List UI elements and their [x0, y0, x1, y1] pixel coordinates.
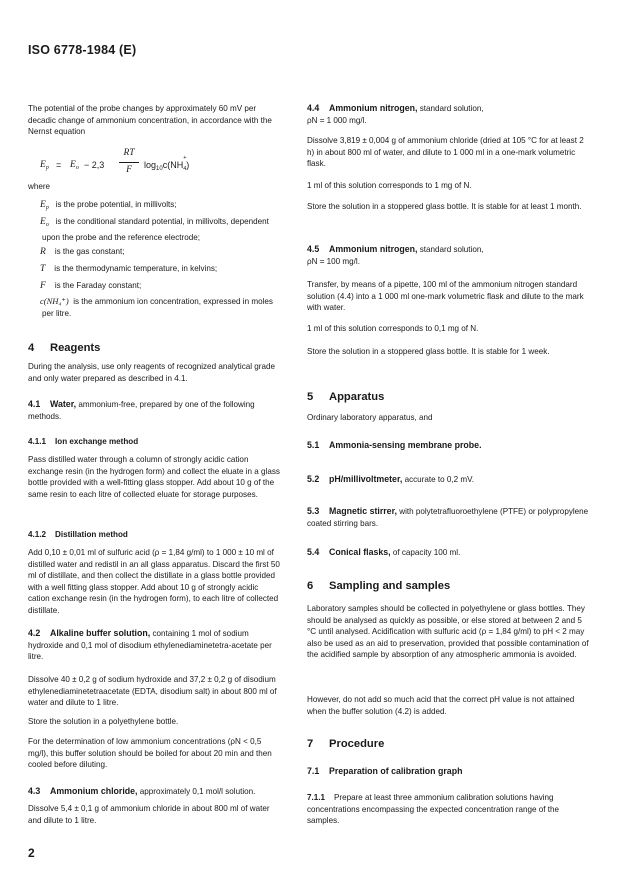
section-4-1-1-heading: 4.1.1 Ion exchange method: [28, 437, 139, 446]
section-4-3: 4.3 Ammonium chloride, approximately 0,1 mol/l solution.: [28, 786, 256, 796]
section-4-1-1-text: Pass distilled water through a column of strongly acidic cation exchange resin (in the hydrogen form) and collect the eluate in a glass bottle provided with a well-fitting glass stopper. Add about 10 g of the same resin to each litre of collected eluate for storage purposes.: [28, 455, 280, 499]
def-t: T is the thermodynamic temperature, in kelvins;: [40, 264, 218, 274]
section-7-1-heading: 7.1 Preparation of calibration graph: [307, 766, 463, 776]
section-4-1-2-heading: 4.1.2 Distillation method: [28, 530, 128, 539]
section-4-4-text-1: Dissolve 3,819 ± 0,004 g of ammonium chloride (dried at 105 °C for at least 2 h) in about 800 ml of water, and dilute to 1 000 ml in a one-mark volumetric flask.: [307, 136, 584, 169]
section-4-4-text-3: Store the solution in a stoppered glass bottle. It is stable for at least 1 month.: [307, 202, 582, 211]
def-ep: $E_p$ is the probe potential, in millivolts;: [40, 200, 177, 211]
section-4-5-text-3: Store the solution in a stoppered glass bottle. It is stable for 1 week.: [307, 347, 550, 356]
section-4-2-text-2: Store the solution in a polyethylene bottle.: [28, 717, 179, 726]
intro-paragraph: The potential of the probe changes by approximately 60 mV per decadic change of ammonium concentration, in accordance with the Nernst equation: [28, 104, 272, 137]
section-5-2: 5.2 pH/millivoltmeter, accurate to 0,2 mV.: [307, 474, 475, 484]
section-6-heading: 6 Sampling and samples: [307, 580, 451, 592]
section-4-2: 4.2 Alkaline buffer solution, containing 1 mol of sodium hydroxide and 0,1 mol of disodium ethylenediaminetetra-acetate per litre.: [28, 628, 272, 662]
def-e0: $E_o$ is the conditional standard potential, in millivolts, dependent upon the probe and the reference electrode;: [40, 217, 269, 242]
section-4-5-text-1: Transfer, by means of a pipette, 100 ml of the ammonium nitrogen standard solution (4.4) into a 1 000 ml one-mark volumetric flask and dilute to the mark with water.: [307, 280, 584, 313]
section-4-5: 4.5 Ammonium nitrogen, standard solution, ρN = 100 mg/l.: [307, 244, 484, 266]
section-6-text-2: However, do not add so much acid that the correct pH value is not attained when the buffer solution (4.2) is added.: [307, 695, 575, 716]
section-4-1: 4.1 Water, ammonium-free, prepared by one of the following methods.: [28, 399, 255, 421]
eq-lhs: $E_p$: [40, 160, 49, 171]
section-4-5-text-2: 1 ml of this solution corresponds to 0,1 mg of N.: [307, 324, 479, 333]
eq-denominator: F: [126, 165, 132, 175]
document-header: ISO 6778-1984 (E): [28, 43, 137, 57]
where-label: where: [28, 182, 51, 191]
eq-e0: $E_o$: [70, 160, 79, 171]
section-5-text: Ordinary laboratory apparatus, and: [307, 413, 433, 422]
section-4-2-text-1: Dissolve 40 ± 0,2 g of sodium hydroxide and 37,2 ± 0,2 g of disodium ethylenediaminetetraacetate (EDTA, disodium salt) in about 800 ml of water and dilute to 1 litre.: [28, 675, 277, 708]
section-4-3-text: Dissolve 5,4 ± 0,1 g of ammonium chloride in about 800 ml of water and dilute to 1 litre.: [28, 804, 270, 825]
section-5-1: 5.1 Ammonia-sensing membrane probe.: [307, 440, 482, 450]
def-f: F is the Faraday constant;: [40, 281, 142, 291]
section-7-1-1: 7.1.1 Prepare at least three ammonium calibration solutions having concentrations encompassing the expected concentration range of the samples.: [307, 793, 559, 826]
eq-equals: =: [56, 160, 62, 170]
section-4-4-text-2: 1 ml of this solution corresponds to 1 mg of N.: [307, 181, 472, 190]
eq-log: $\log_{10}c(NH$ + $_4$): [144, 155, 190, 172]
page-number: 2: [28, 846, 35, 860]
section-6-text-1: Laboratory samples should be collected in polyethylene or glass bottles. They should be analysed as quickly as possible, or else stored at between 2 and 5 °C until analysed. Acidification with sulfuric acid (ρ = 1,84 g/ml) to pH < 2 may also be used as an aid to preservation, provided that possible contamination of the acidified sample by absorption of any atmospheric ammonia is avoided.: [307, 604, 589, 660]
def-c: c(NH₄⁺) is the ammonium ion concentration, expressed in moles per litre.: [40, 296, 273, 318]
eq-minus-factor: − 2,3: [84, 160, 105, 170]
section-4-heading: 4 Reagents: [28, 342, 101, 354]
section-4-1-2-text: Add 0,10 ± 0,01 ml of sulfuric acid (ρ = 1,84 g/ml) to 1 000 ± 10 ml of distilled water and redistil in an all glass apparatus. Discard the first 50 ml of distillate, and then collect the distillate in a glass bottle provided with a well fitting glass stopper. Add about 10 g of strongly acidic cation exchange resin (in the hydrogen form), to each litre of collected distillate.: [28, 548, 280, 615]
section-5-4: 5.4 Conical flasks, of capacity 100 ml.: [307, 547, 461, 557]
section-5-3: 5.3 Magnetic stirrer, with polytetrafluoroethylene (PTFE) or polypropylene coated stirring bars.: [307, 506, 589, 528]
def-r: R is the gas constant;: [40, 247, 125, 257]
section-4-text: During the analysis, use only reagents of recognized analytical grade and only water prepared as described in 4.1.: [28, 362, 276, 383]
section-4-4: 4.4 Ammonium nitrogen, standard solution, ρN = 1 000 mg/l.: [307, 103, 484, 125]
eq-numerator: RT: [123, 148, 135, 158]
section-4-2-text-3: For the determination of low ammonium concentrations (ρN < 0,5 mg/l), this buffer solution should be boiled for about 20 min and then cooled before diluting.: [28, 737, 272, 770]
eq-fraction-line: [119, 162, 139, 163]
section-5-heading: 5 Apparatus: [307, 391, 385, 403]
symbol-definitions: [28, 199, 281, 339]
section-7-heading: 7 Procedure: [307, 738, 385, 750]
